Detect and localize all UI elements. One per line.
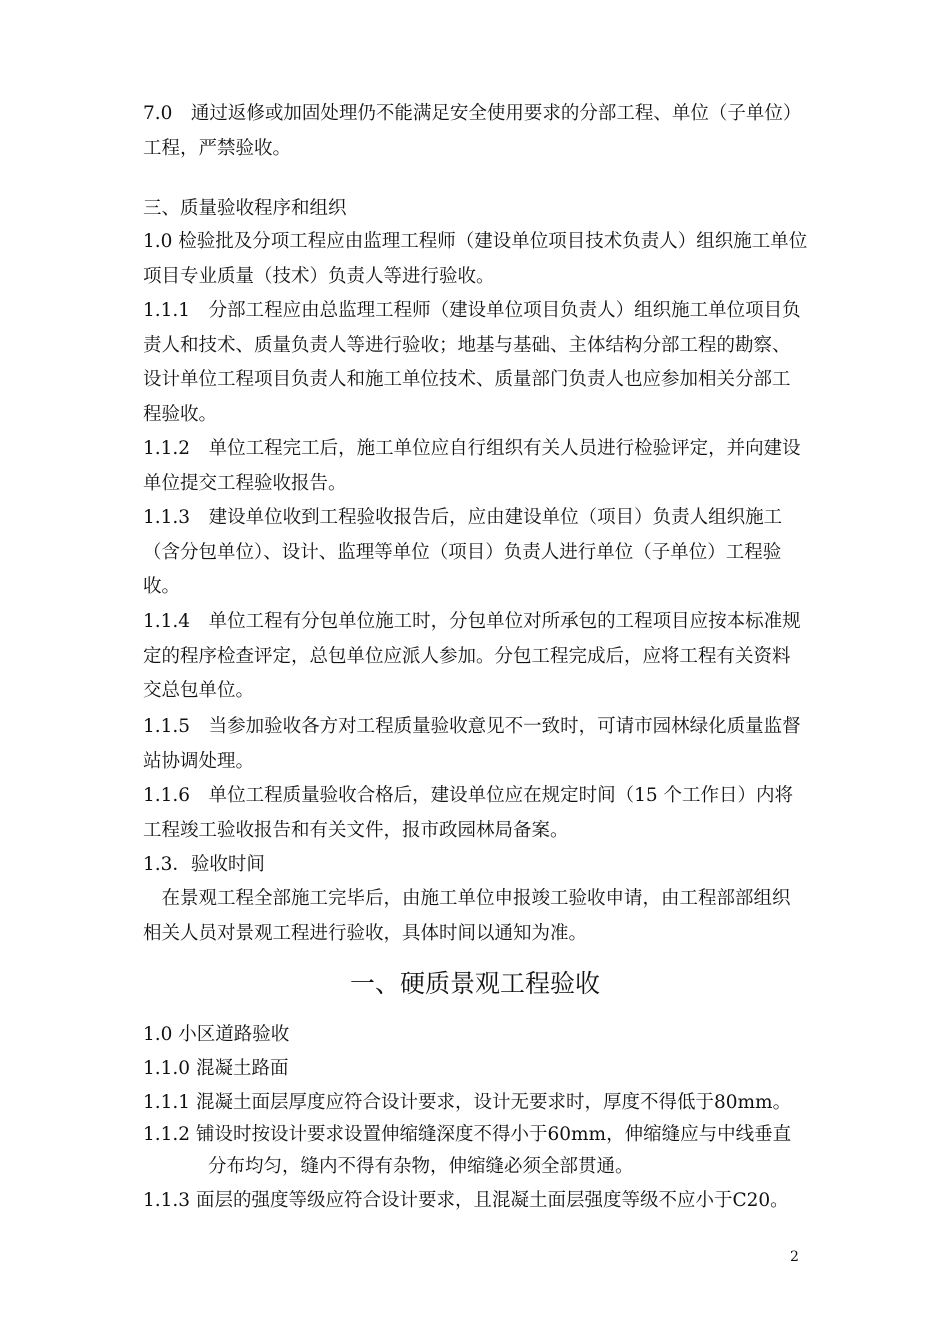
item-1-1-1: 1.1.1 混凝土面层厚度应符合设计要求，设计无要求时，厚度不得低于80mm。 [143, 1092, 792, 1113]
item-concrete-pavement: 1.1.0 混凝土路面 [143, 1058, 289, 1079]
paragraph-1-1-6: 1.1.6 单位工程质量验收合格后，建设单位应在规定时间（15 个工作日）内将工程竣工验收报告和有关文件，报市政园林局备案。 [143, 785, 793, 841]
paragraph-1-1-2: 1.1.2 单位工程完工后，施工单位应自行组织有关人员进行检验评定，并向建设单位提交工程验收报告。 [143, 438, 801, 494]
paragraph-1-1-1: 1.1.1 分部工程应由总监理工程师（建设单位项目负责人）组织施工单位项目负责人和技术、质量负责人等进行验收；地基与基础、主体结构分部工程的勘察、设计单位工程项目负责人和施工单位技术、质量部门负责人也应参加相关分部工程验收。 [143, 300, 801, 425]
page-number: 2 [790, 1249, 799, 1265]
paragraph-7-0: 7.0 通过返修或加固处理仍不能满足安全使用要求的分部工程、单位（子单位）工程，严禁验收。 [143, 103, 802, 159]
paragraph-1-3: 1.3．验收时间 [143, 854, 265, 875]
paragraph-acceptance-time: 在景观工程全部施工完毕后，由施工单位申报竣工验收申请，由工程部部组织相关人员对景观工程进行验收，具体时间以通知为准。 [143, 888, 791, 944]
item-1-1-2: 1.1.2 铺设时按设计要求设置伸缩缝深度不得小于60mm，伸缩缝应与中线垂直 [143, 1124, 792, 1145]
paragraph-1-1-3: 1.1.3 建设单位收到工程验收报告后，应由建设单位（项目）负责人组织施工（含分包单位）、设计、监理等单位（项目）负责人进行单位（子单位）工程验收。 [143, 507, 783, 597]
item-road-acceptance: 1.0 小区道路验收 [143, 1024, 290, 1045]
item-1-1-2-continued: 分布均匀，缝内不得有杂物，伸缩缝必须全部贯通。 [208, 1156, 634, 1177]
paragraph-1-1-4: 1.1.4 单位工程有分包单位施工时，分包单位对所承包的工程项目应按本标准规定的程序检查评定，总包单位应派人参加。分包工程完成后，应将工程有关资料交总包单位。 [143, 611, 801, 701]
main-heading: 一、硬质景观工程验收 [349, 969, 600, 998]
item-1-1-3: 1.1.3 面层的强度等级应符合设计要求，且混凝土面层强度等级不应小于C20。 [143, 1190, 789, 1211]
paragraph-1-1-5: 1.1.5 当参加验收各方对工程质量验收意见不一致时，可请市园林绿化质量监督站协调处理。 [143, 716, 801, 772]
paragraph-1-0: 1.0 检验批及分项工程应由监理工程师（建设单位项目技术负责人）组织施工单位项目专业质量（技术）负责人等进行验收。 [143, 231, 808, 287]
section-title: 三、质量验收程序和组织 [143, 198, 347, 219]
